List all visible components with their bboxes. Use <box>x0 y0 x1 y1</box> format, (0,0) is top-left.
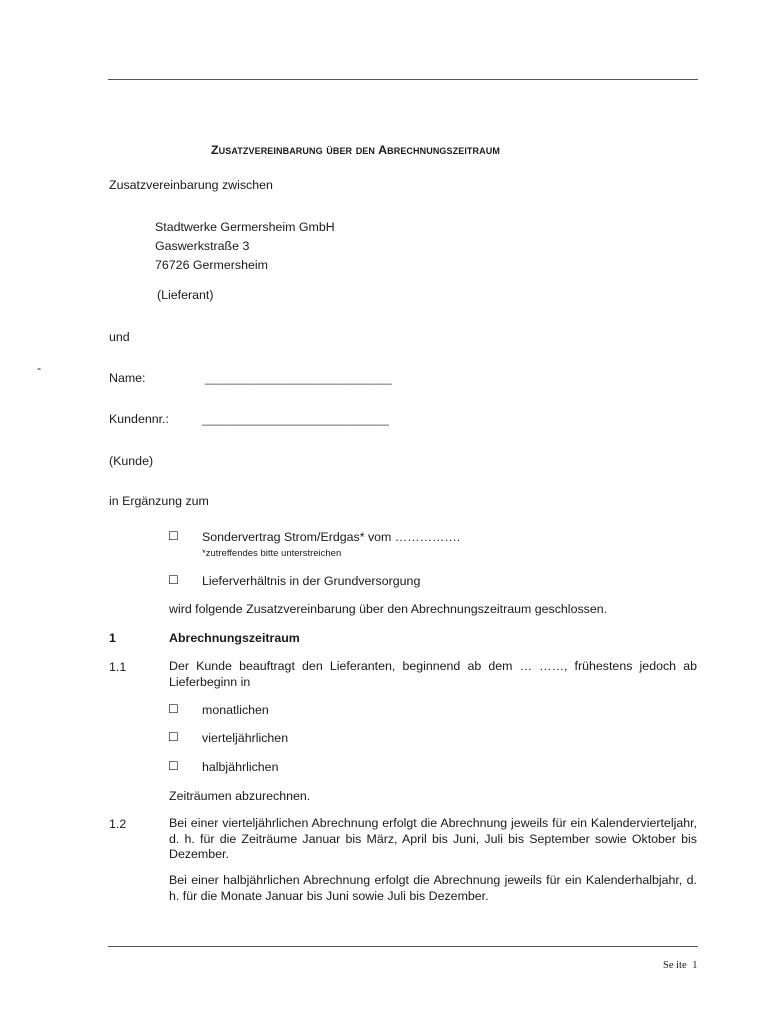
top-rule <box>108 79 698 80</box>
paragraph-1-1-end: Zeiträumen abzurechnen. <box>169 789 311 803</box>
basic-supply-label: Lieferverhältnis in der Grundversorgung <box>202 574 421 588</box>
page-label: Se ite <box>663 960 687 971</box>
customer-name-field[interactable]: ____________________________ <box>205 371 392 385</box>
document-title-text: Zusatzvereinbarung über den Abrechnungszeitraum <box>211 143 500 157</box>
checkbox-special-contract[interactable]: ☐ <box>168 529 179 543</box>
supplier-role: (Lieferant) <box>157 288 214 302</box>
page-footer <box>663 960 698 971</box>
paragraph-1-2-text: Bei einer vierteljährlichen Abrechnung erfolgt die Abrechnung jeweils für ein Kalendervierteljahr, d. h. für die Zeiträume Januar bis März, April bis Juni, Juli bis September sowie Oktober bis Dezember. <box>169 816 697 861</box>
period-monthly-label: monatlichen <box>202 703 269 717</box>
document-title <box>211 143 500 157</box>
checkbox-half-yearly[interactable]: ☐ <box>168 759 179 773</box>
bottom-rule <box>108 946 698 947</box>
checkbox-quarterly[interactable]: ☐ <box>168 730 179 744</box>
supplier-name: Stadtwerke Germersheim GmbH <box>155 220 335 234</box>
paragraph-number-1-1: 1.1 <box>109 660 127 674</box>
concluded-text: wird folgende Zusatzvereinbarung über den Abrechnungszeitraum geschlossen. <box>169 602 608 616</box>
customer-number-field[interactable]: ____________________________ <box>202 412 389 426</box>
supplier-street: Gaswerkstraße 3 <box>155 239 250 253</box>
paragraph-number-1-2: 1.2 <box>109 817 127 831</box>
paragraph-1-1-text: Der Kunde beauftragt den Lieferanten, beginnend ab dem … ……, frühestens jedoch ab Lieferbeginn in <box>169 659 697 689</box>
conjunction-text: und <box>109 330 130 344</box>
margin-mark: - <box>37 361 42 375</box>
section-heading: Abrechnungszeitraum <box>169 631 300 645</box>
intro-text: Zusatzvereinbarung zwischen <box>109 178 273 192</box>
section-number: 1 <box>109 631 116 645</box>
customer-name-label: Name: <box>109 371 146 385</box>
customer-role: (Kunde) <box>109 454 154 468</box>
checkbox-monthly[interactable]: ☐ <box>168 702 179 716</box>
paragraph-1-2-text-second: Bei einer halbjährlichen Abrechnung erfolgt die Abrechnung jeweils für ein Kalenderhalbjahr, d. h. für die Monate Januar bis Juni sowie Juli bis Dezember. <box>169 873 697 903</box>
supplement-text: in Ergänzung zum <box>109 494 209 508</box>
period-half-yearly-label: halbjährlichen <box>202 760 279 774</box>
page-number: 1 <box>692 960 698 971</box>
special-contract-note: *zutreffendes bitte unterstreichen <box>202 548 342 559</box>
customer-number-label: Kundennr.: <box>109 412 169 426</box>
supplier-city: 76726 Germersheim <box>155 258 268 272</box>
checkbox-basic-supply[interactable]: ☐ <box>168 573 179 587</box>
special-contract-label: Sondervertrag Strom/Erdgas* vom ……………. <box>202 530 461 544</box>
period-quarterly-label: vierteljährlichen <box>202 731 289 745</box>
